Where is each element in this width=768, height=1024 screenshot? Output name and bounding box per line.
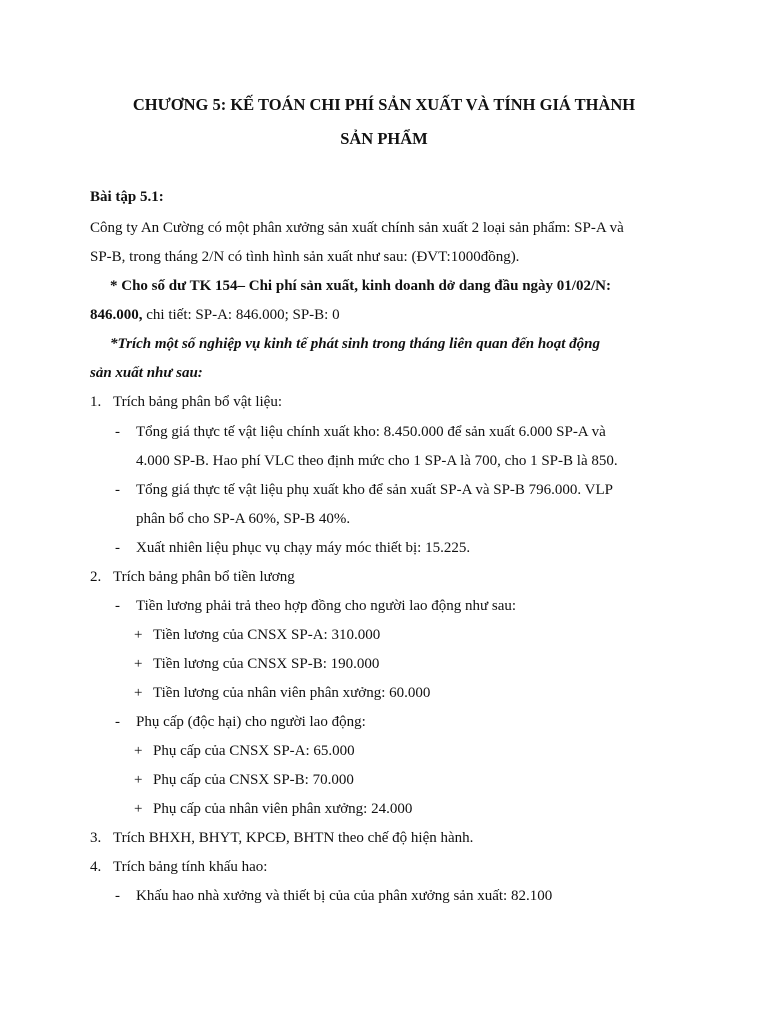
item-number: 1. (90, 394, 102, 410)
intro-line-2: SP-B, trong tháng 2/N có tình hình sản xuất như sau: (ĐVT:1000đồng). (90, 249, 520, 265)
item-label: Trích bảng tính khấu hao: (113, 859, 268, 875)
bullet-dash: - (115, 888, 120, 904)
chapter-title-line-1: CHƯƠNG 5: KẾ TOÁN CHI PHÍ SẢN XUẤT VÀ TÍNH GIÁ THÀNH (132, 95, 636, 114)
bullet-dash: - (115, 424, 120, 440)
sub-bullet-text: Tiền lương của CNSX SP-B: 190.000 (153, 656, 380, 672)
bullet-text: Tiền lương phải trả theo hợp đồng cho người lao động như sau: (136, 598, 517, 614)
transactions-heading-line-1: *Trích một số nghiệp vụ kinh tế phát sinh trong tháng liên quan đến hoạt động (110, 336, 600, 352)
opening-balance-line-2 (90, 305, 340, 325)
bullet-dash: - (115, 598, 120, 614)
item-number: 2. (90, 569, 102, 585)
bullet-text: Khấu hao nhà xưởng và thiết bị của của phân xưởng sản xuất: 82.100 (136, 888, 553, 904)
sub-bullet-plus: + (134, 685, 143, 701)
opening-balance-line-1: * Cho số dư TK 154– Chi phí sản xuất, kinh doanh dở dang đầu ngày 01/02/N: (110, 278, 611, 294)
chapter-title-line-2: SẢN PHẨM (340, 129, 428, 148)
sub-bullet-text: Phụ cấp của nhân viên phân xưởng: 24.000 (153, 801, 413, 817)
item-number: 4. (90, 859, 102, 875)
sub-bullet-plus: + (134, 772, 143, 788)
bullet-text: Tổng giá thực tế vật liệu chính xuất kho: 8.450.000 để sản xuất 6.000 SP-A và (136, 424, 606, 440)
item-label: Trích bảng phân bổ vật liệu: (113, 394, 283, 410)
sub-bullet-text: Tiền lương của nhân viên phân xưởng: 60.000 (153, 685, 431, 701)
bullet-dash: - (115, 482, 120, 498)
item-label: Trích BHXH, BHYT, KPCĐ, BHTN theo chế độ hiện hành. (113, 830, 474, 846)
intro-line-1: Công ty An Cường có một phân xưởng sản xuất chính sản xuất 2 loại sản phẩm: SP-A và (90, 220, 624, 236)
bullet-dash: - (115, 714, 120, 730)
bullet-dash: - (115, 540, 120, 556)
sub-bullet-plus: + (134, 656, 143, 672)
bullet-text-continued: 4.000 SP-B. Hao phí VLC theo định mức cho 1 SP-A là 700, cho 1 SP-B là 850. (136, 453, 618, 469)
item-number: 3. (90, 830, 102, 846)
sub-bullet-plus: + (134, 743, 143, 759)
sub-bullet-text: Phụ cấp của CNSX SP-B: 70.000 (153, 772, 354, 788)
exercise-heading: Bài tập 5.1: (90, 189, 164, 205)
sub-bullet-text: Phụ cấp của CNSX SP-A: 65.000 (153, 743, 355, 759)
sub-bullet-plus: + (134, 627, 143, 643)
transactions-heading-line-2: sản xuất như sau: (90, 365, 203, 381)
bullet-text: Xuất nhiên liệu phục vụ chạy máy móc thiết bị: 15.225. (136, 540, 471, 556)
bullet-text: Phụ cấp (độc hại) cho người lao động: (136, 714, 366, 730)
sub-bullet-plus: + (134, 801, 143, 817)
bullet-text: Tổng giá thực tế vật liệu phụ xuất kho để sản xuất SP-A và SP-B 796.000. VLP (136, 482, 613, 498)
bullet-text-continued: phân bổ cho SP-A 60%, SP-B 40%. (136, 511, 351, 527)
opening-balance-value: 846.000, (90, 307, 143, 323)
item-label: Trích bảng phân bổ tiền lương (113, 569, 295, 585)
opening-balance-detail: chi tiết: SP-A: 846.000; SP-B: 0 (142, 307, 340, 323)
sub-bullet-text: Tiền lương của CNSX SP-A: 310.000 (153, 627, 381, 643)
